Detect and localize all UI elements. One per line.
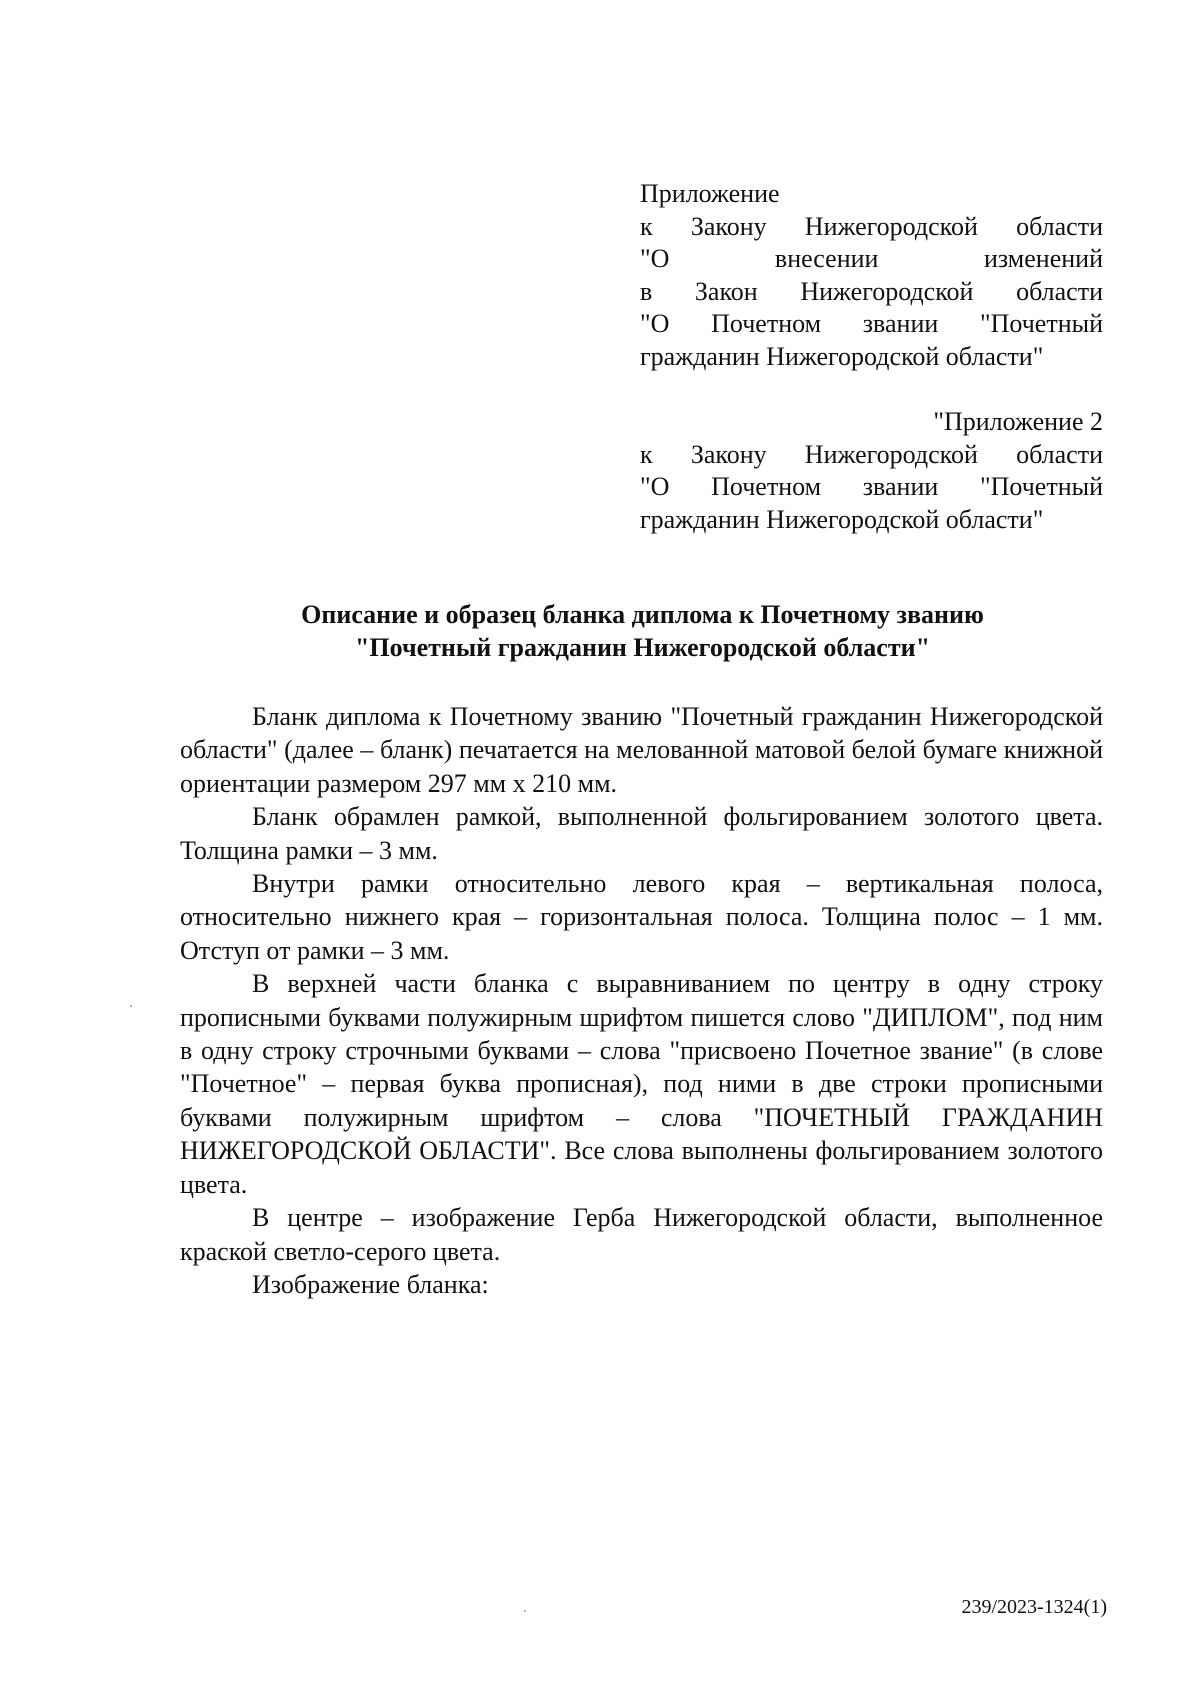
document-number: 239/2023-1324(1): [961, 1596, 1107, 1618]
attachment2-line: к Закону Нижегородской области: [640, 439, 1103, 469]
attachment2-line: "О Почетном звании "Почетный: [640, 472, 1103, 501]
attachment-line: "О внесении изменений: [640, 244, 1103, 273]
body-paragraph: В центре – изображение Герба Нижегородской области, выполненное краской светло-серого цвета.: [180, 1203, 1103, 1266]
document-title-line: Описание и образец бланка диплома к Почетному званию: [301, 600, 984, 629]
attachment-line: к Закону Нижегородской области: [640, 211, 1103, 241]
attachment-line: гражданин Нижегородской области": [640, 341, 1044, 371]
scan-speck: [130, 1005, 132, 1007]
attachment-line: Приложение: [640, 179, 780, 208]
body-paragraph: В верхней части бланка с выравниванием по центру в одну строку прописными буквами полужирным шрифтом пишется слово "ДИПЛОМ", под ним в одну строку строчными буквами – слова "присвоено Почетное звание" (в слове "Почетное" – первая буква прописная), под ними в две строки прописными буквами полужирным шрифтом – слова "ПОЧЕТНЫЙ ГРАЖДАНИН НИЖЕГОРОДСКОЙ ОБЛАСТИ". Все слова выполнены фольгированием золотого цвета.: [180, 969, 1103, 1199]
attachment2-line: "Приложение 2: [933, 407, 1103, 436]
body-paragraph: Бланк диплома к Почетному званию "Почетный гражданин Нижегородской области" (далее – бланк) печатается на мелованной матовой белой бумаге книжной ориентации размером 297 мм x 210 мм.: [180, 702, 1103, 798]
body-paragraph: Бланк обрамлен рамкой, выполненной фольгированием золотого цвета. Толщина рамки – 3 мм.: [180, 802, 1103, 865]
attachment2-line: гражданин Нижегородской области": [640, 504, 1044, 534]
document-title: [180, 598, 1105, 664]
document-title-line: "Почетный гражданин Нижегородской области": [354, 633, 931, 662]
body-paragraph: Внутри рамки относительно левого края – вертикальная полоса, относительно нижнего края – горизонтальная полоса. Толщина полос – 1 мм. Отступ от рамки – 3 мм.: [180, 869, 1103, 965]
document-body: [180, 700, 1103, 1301]
attachment-line: в Закон Нижегородской области: [640, 276, 1103, 306]
scan-speck: [524, 1610, 526, 1612]
attachment2-header: [640, 406, 1103, 536]
attachment-header: [640, 178, 1103, 373]
attachment-line: "О Почетном звании "Почетный: [640, 309, 1103, 338]
body-paragraph: Изображение бланка:: [252, 1269, 489, 1299]
